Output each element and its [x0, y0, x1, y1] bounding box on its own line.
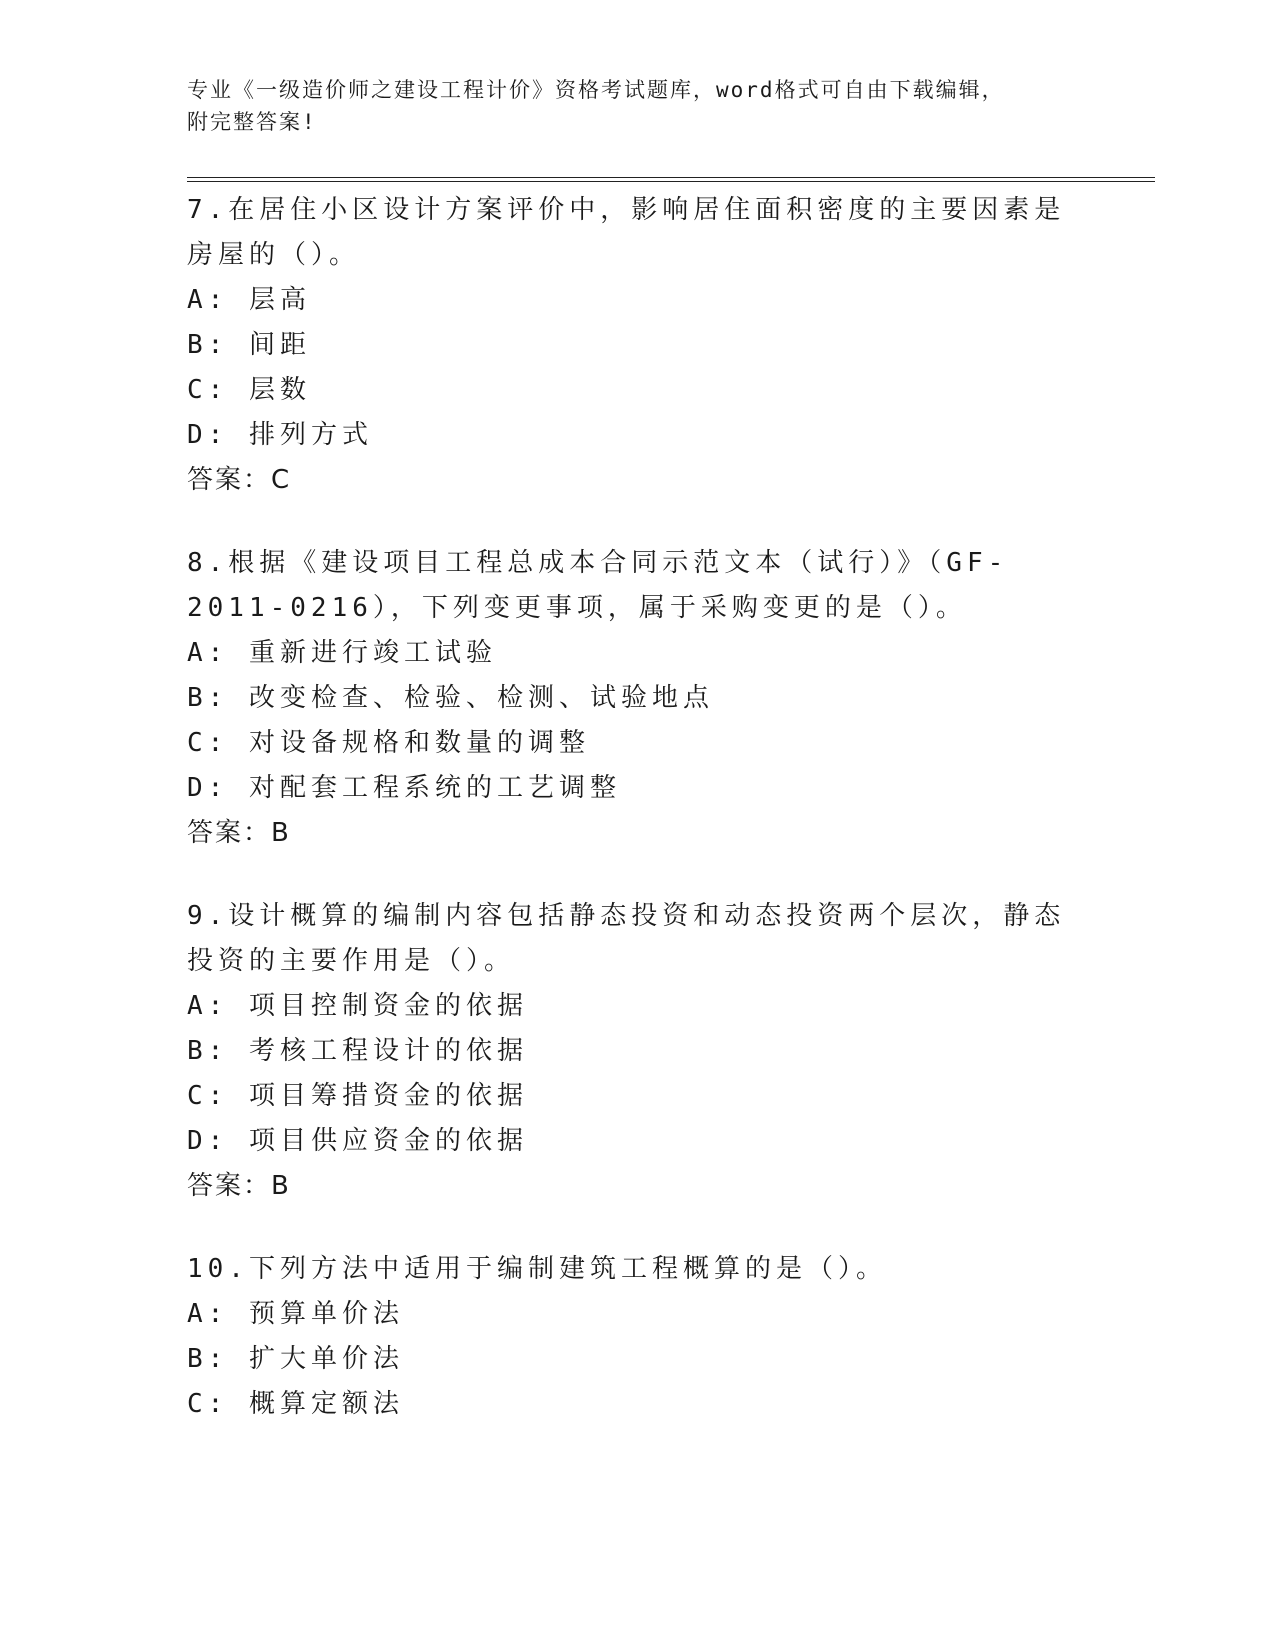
header-divider	[187, 177, 1155, 182]
option-c: C: 层数	[187, 375, 311, 405]
option-d: D: 排列方式	[187, 420, 373, 450]
option-d: D: 项目供应资金的依据	[187, 1126, 528, 1156]
header-line-1: 专业《一级造价师之建设工程计价》资格考试题库，word格式可自由下载编辑，	[187, 78, 1005, 102]
question-stem: 8.根据《建设项目工程总成本合同示范文本（试行）》（GF-2011-0216），下列变更事项，属于采购变更的是（）。	[187, 548, 1009, 623]
question-list	[187, 188, 1087, 1465]
question-10	[187, 1247, 1087, 1427]
option-c: C: 项目筹措资金的依据	[187, 1081, 528, 1111]
option-b: B: 间距	[187, 330, 311, 360]
option-b: B: 改变检查、检验、检测、试验地点	[187, 683, 714, 713]
question-stem: 9.设计概算的编制内容包括静态投资和动态投资两个层次，静态投资的主要作用是（）。	[187, 901, 1066, 976]
answer-line: 答案：B	[187, 1171, 291, 1201]
document-header	[187, 74, 1067, 138]
option-a: A: 项目控制资金的依据	[187, 991, 528, 1021]
answer-line: 答案：B	[187, 818, 291, 848]
question-7	[187, 188, 1087, 503]
option-b: B: 扩大单价法	[187, 1344, 404, 1374]
question-9	[187, 894, 1087, 1209]
option-c: C: 概算定额法	[187, 1389, 404, 1419]
option-c: C: 对设备规格和数量的调整	[187, 728, 590, 758]
option-d: D: 对配套工程系统的工艺调整	[187, 773, 621, 803]
question-stem: 7.在居住小区设计方案评价中，影响居住面积密度的主要因素是房屋的（）。	[187, 195, 1066, 270]
answer-line: 答案：C	[187, 465, 292, 495]
question-stem: 10.下列方法中适用于编制建筑工程概算的是（）。	[187, 1254, 887, 1284]
question-8	[187, 541, 1087, 856]
option-a: A: 预算单价法	[187, 1299, 404, 1329]
option-a: A: 重新进行竣工试验	[187, 638, 497, 668]
header-line-2: 附完整答案!	[187, 110, 317, 134]
option-b: B: 考核工程设计的依据	[187, 1036, 528, 1066]
option-a: A: 层高	[187, 285, 311, 315]
